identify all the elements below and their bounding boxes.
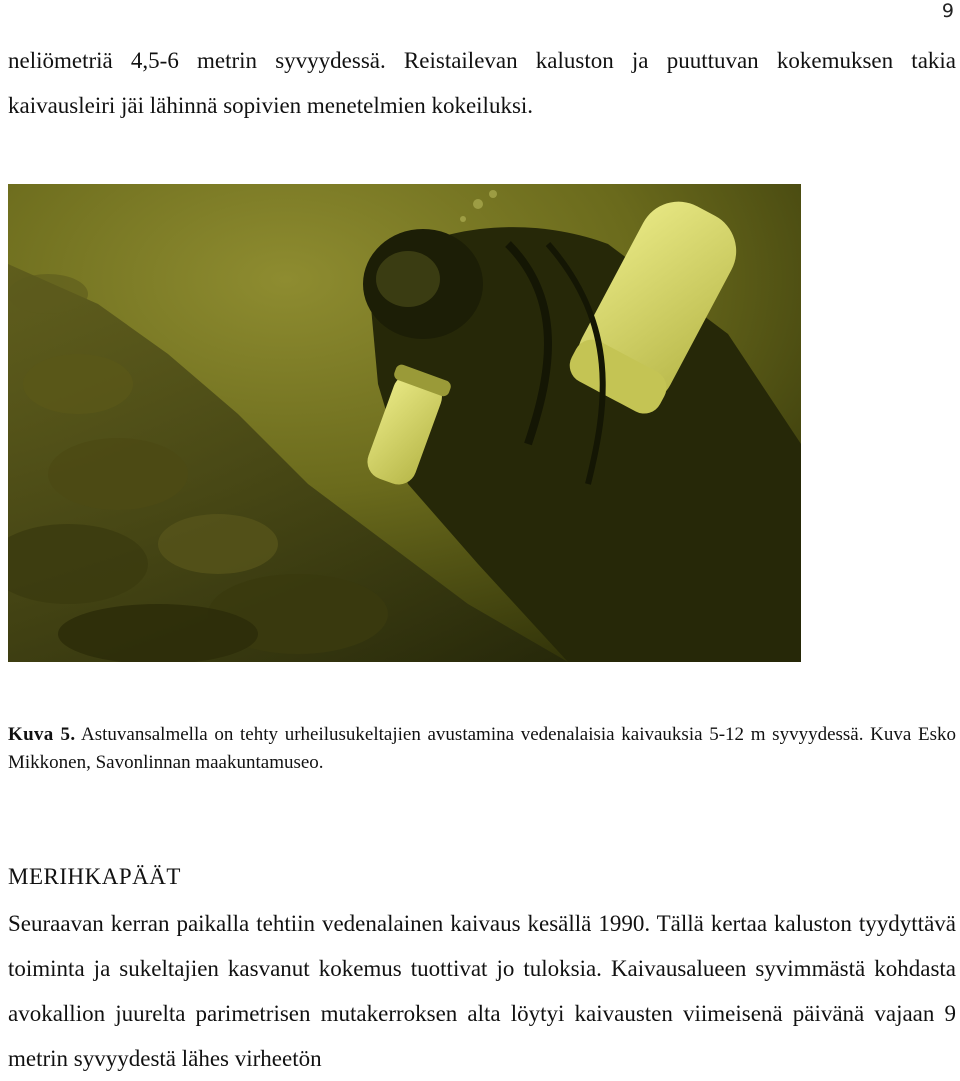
figure-caption-text: Astuvansalmella on tehty urheilusukeltajien avustamina vedenalaisia kaivauksia 5-12 m syvyydessä. Kuva Esko Mikkonen, Savonlinnan maakuntamuseo. bbox=[8, 724, 956, 773]
intro-paragraph: neliömetriä 4,5-6 metrin syvyydessä. Reistailevan kaluston ja puuttuvan kokemuksen takia kaivausleiri jäi lähinnä sopivien menetelmien kokeiluksi. bbox=[8, 48, 956, 118]
underwater-diver-photo bbox=[8, 184, 801, 662]
figure-label: Kuva 5. bbox=[8, 724, 76, 745]
figure-caption bbox=[8, 721, 956, 777]
section-heading: MERIHKAPÄÄT bbox=[8, 864, 181, 889]
section-body: Seuraavan kerran paikalla tehtiin vedenalainen kaivaus kesällä 1990. Tällä kertaa kaluston tyydyttävä toiminta ja sukeltajien kasvanut kokemus tuottivat jo tuloksia. Kaivausalueen syvimmästä kohdasta avokallion juurelta parimetrisen mutakerroksen alta löytyi kaivausten viimeisenä päivänä vajaan 9 metrin syvyydestä lähes virheetön bbox=[8, 911, 956, 1071]
page-number: 9 bbox=[941, 0, 954, 22]
